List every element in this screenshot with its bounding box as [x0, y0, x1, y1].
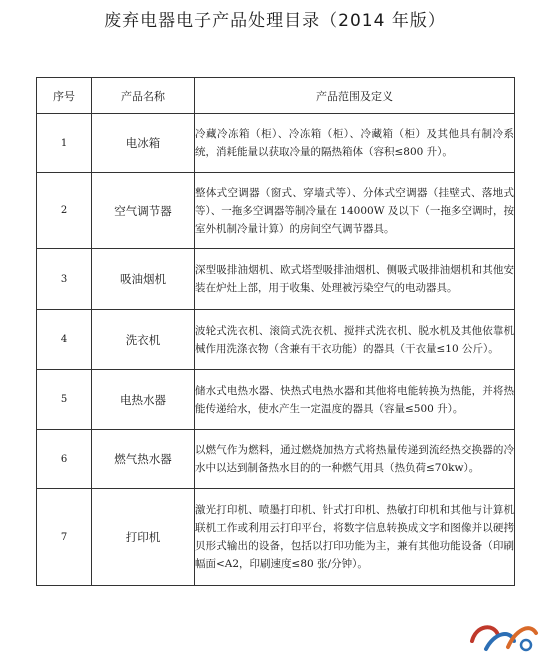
row-number: 2: [37, 173, 92, 249]
row-product-name: 空气调节器: [92, 173, 195, 249]
row-definition: 激光打印机、喷墨打印机、针式打印机、热敏打印机和其他与计算机联机工作或利用云打印平台，将数字信息转换成文字和图像并以硬拷贝形式输出的设备，包括以打印功能为主，兼有其他功能设备（印刷幅面<A2，印刷速度≤80 张/分钟）。: [195, 489, 515, 586]
row-product-name: 吸油烟机: [92, 249, 195, 310]
row-number: 4: [37, 310, 92, 370]
table-row: [37, 310, 515, 370]
row-number: 7: [37, 489, 92, 586]
row-definition: 冷藏冷冻箱（柜）、冷冻箱（柜）、冷藏箱（柜）及其他具有制冷系统，消耗能量以获取冷量的隔热箱体（容积≤800 升）。: [195, 114, 515, 173]
table-row: [37, 114, 515, 173]
site-logo-watermark-icon: [464, 615, 544, 657]
table-header-row: [37, 78, 515, 114]
row-number: 3: [37, 249, 92, 310]
row-product-name: 打印机: [92, 489, 195, 586]
row-product-name: 电热水器: [92, 370, 195, 430]
page-title: 废弃电器电子产品处理目录（2014 年版）: [104, 11, 446, 31]
row-number: 6: [37, 430, 92, 489]
table-row: [37, 430, 515, 489]
header-definition: 产品范围及定义: [195, 78, 515, 114]
table-row: [37, 173, 515, 249]
header-number: 序号: [37, 78, 92, 114]
row-number: 5: [37, 370, 92, 430]
row-product-name: 洗衣机: [92, 310, 195, 370]
row-definition: 储水式电热水器、快热式电热水器和其他将电能转换为热能，并将热能传递给水，使水产生一定温度的器具（容量≤500 升）。: [195, 370, 515, 430]
header-product-name: 产品名称: [92, 78, 195, 114]
row-definition: 深型吸排油烟机、欧式塔型吸排油烟机、侧吸式吸排油烟机和其他安装在炉灶上部，用于收集、处理被污染空气的电动器具。: [195, 249, 515, 310]
catalog-table: [36, 77, 515, 586]
table-row: [37, 489, 515, 586]
row-number: 1: [37, 114, 92, 173]
row-definition: 以燃气作为燃料，通过燃烧加热方式将热量传递到流经热交换器的冷水中以达到制备热水目的的一种燃气用具（热负荷≤70kw）。: [195, 430, 515, 489]
row-definition: 波轮式洗衣机、滚筒式洗衣机、搅拌式洗衣机、脱水机及其他依靠机械作用洗涤衣物（含兼有干衣功能）的器具（干衣量≤10 公斤）。: [195, 310, 515, 370]
row-product-name: 燃气热水器: [92, 430, 195, 489]
table-row: [37, 249, 515, 310]
table-row: [37, 370, 515, 430]
row-product-name: 电冰箱: [92, 114, 195, 173]
row-definition: 整体式空调器（窗式、穿墙式等）、分体式空调器（挂壁式、落地式等）、一拖多空调器等制冷量在 14000W 及以下（一拖多空调时，按室外机制冷量计算）的房间空气调节器具。: [195, 173, 515, 249]
